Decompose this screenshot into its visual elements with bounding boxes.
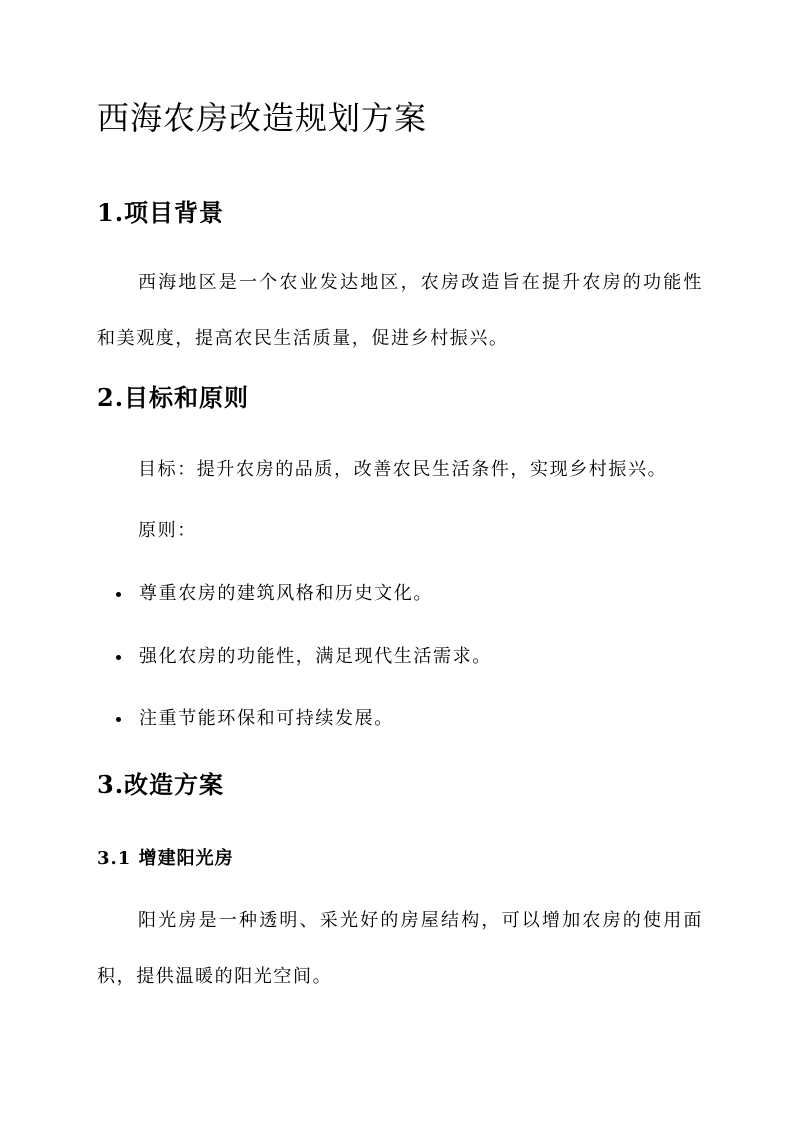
bullet-icon [116,655,121,660]
principle-list-item [116,644,492,670]
section-heading-goals: 2.目标和原则 [97,383,250,412]
background-paragraph: 西海地区是一个农业发达地区，农房改造旨在提升农房的功能性和美观度，提高农民生活质量，促进乡村振兴。 [97,272,703,349]
sunroom-paragraph: 阳光房是一种透明、采光好的房屋结构，可以增加农房的使用面积，提供温暖的阳光空间。 [97,910,703,987]
bullet-icon [116,717,121,722]
subsection-heading-sunroom: 3.1 增建阳光房 [97,848,234,869]
goal-line: 目标：提升农房的品质，改善农民生活条件，实现乡村振兴。 [138,459,668,480]
principle-list-item [116,706,394,732]
bullet-icon [116,592,121,597]
section-heading-plan: 3.改造方案 [97,770,225,799]
principle-label: 原则： [138,520,197,541]
section-heading-background: 1.项目背景 [97,198,225,227]
principle-list-item [116,581,433,607]
document-title: 西海农房改造规划方案 [97,99,428,137]
principle-text: 注重节能环保和可持续发展。 [139,708,394,729]
principle-text: 强化农房的功能性，满足现代生活需求。 [139,646,492,667]
principle-text: 尊重农房的建筑风格和历史文化。 [139,583,433,604]
